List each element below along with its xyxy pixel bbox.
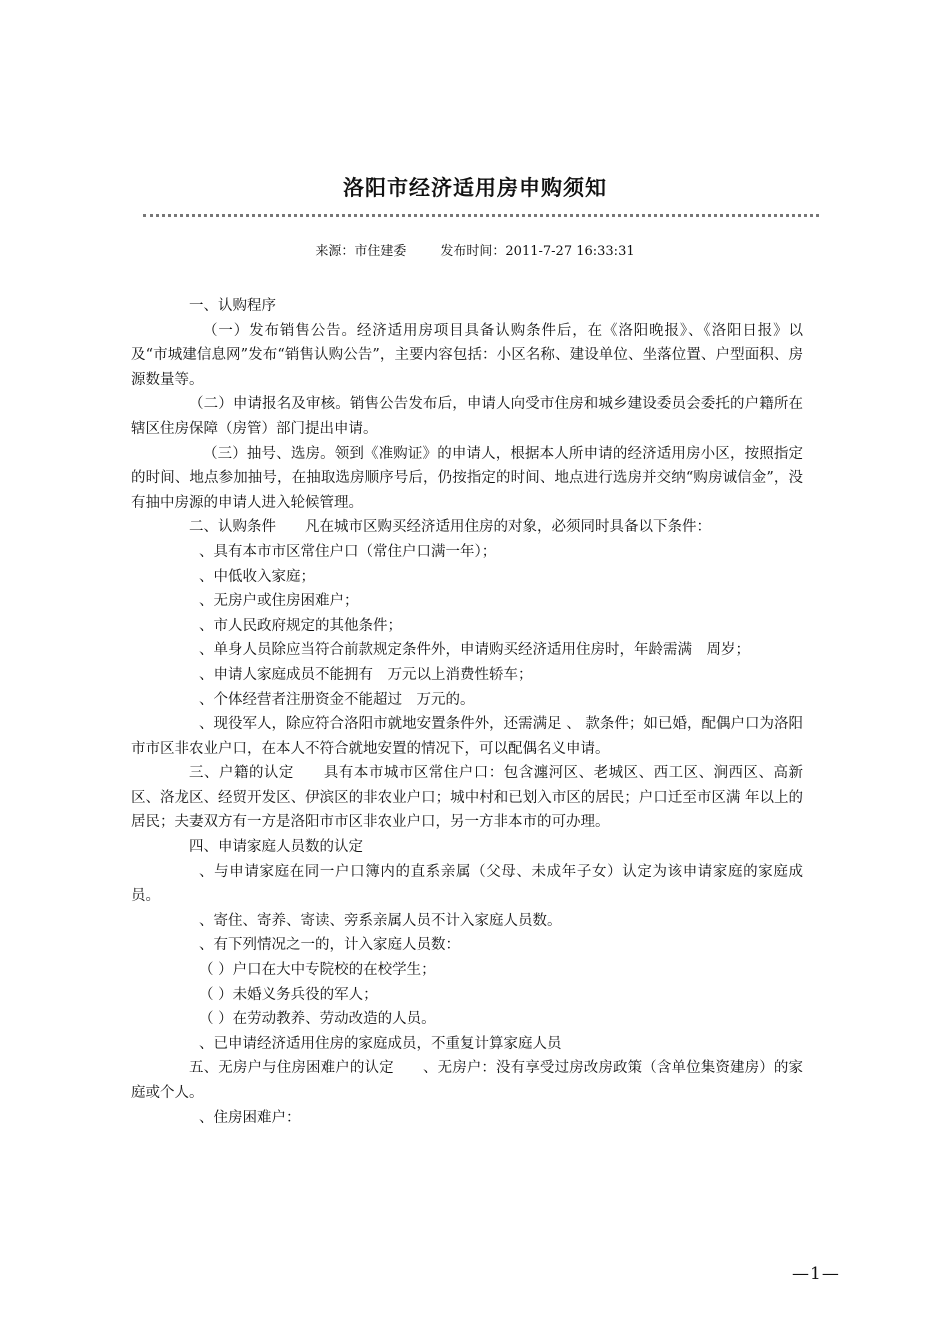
page-number: —1— [792, 1264, 840, 1284]
list-item: 、具有本市市区常住户口（常住户口满一年）； [199, 543, 497, 560]
section-heading: 一、认购程序 [189, 298, 276, 314]
paragraph: （二）申请报名及审核。销售公告发布后，申请人向受市住房和城乡建设委员会委托的户籍所在辖区住房保障（房管）部门提出申请。 [131, 396, 803, 437]
list-item: 、住房困难户： [199, 1109, 301, 1126]
list-item: 、个体经营者注册资金不能超过 万元的。 [199, 691, 475, 708]
list-item: 、寄住、寄养、寄读、旁系亲属人员不计入家庭人员数。 [199, 912, 562, 929]
section-heading: 二、认购条件 凡在城市区购买经济适用住房的对象，必须同时具备以下条件： [189, 519, 711, 536]
paragraph: （一）发布销售公告。经济适用房项目具备认购条件后，在《洛阳晚报》、《洛阳日报》以及“市城建信息网”发布“销售认购公告”，主要内容包括：小区名称、建设单位、坐落位置、户型面积、房源数量等。 [131, 322, 803, 388]
list-item: 、有下列情况之一的，计入家庭人员数： [199, 937, 460, 954]
list-item: （ ）未婚义务兵役的军人； [199, 986, 378, 1003]
publish-time: 发布时间：2011-7-27 16:33:31 [440, 244, 635, 259]
list-item: 、申请人家庭成员不能拥有 万元以上消费性轿车； [199, 666, 533, 683]
document-title: 洛阳市经济适用房申购须知 [343, 176, 607, 200]
paragraph: （三）抽号、选房。领到《准购证》的申请人，根据本人所申请的经济适用房小区，按照指定的时间、地点参加抽号，在抽取选房顺序号后，仍按指定的时间、地点进行选房并交纳“购房诚信金”，没有抽中房源的申请人进入轮候管理。 [131, 445, 803, 511]
list-item: 、已申请经济适用住房的家庭成员，不重复计算家庭人员 [199, 1035, 562, 1052]
list-item: 、市人民政府规定的其他条件； [199, 617, 402, 634]
title-divider [143, 214, 819, 217]
section-heading: 五、无房户与住房困难户的认定 、无房户：没有享受过房改房政策（含单位集资建房）的家庭或个人。 [131, 1060, 803, 1101]
list-item: （ ）户口在大中专院校的在校学生； [199, 962, 436, 979]
list-item: 、单身人员除应当符合前款规定条件外，申请购买经济适用住房时，年龄需满 周岁； [199, 642, 750, 659]
list-item: 、无房户或住房困难户； [199, 593, 359, 610]
list-item: 、中低收入家庭； [199, 568, 315, 585]
list-item: 、现役军人，除应符合洛阳市就地安置条件外，还需满足 、 款条件；如已婚，配偶户口为洛阳市市区非农业户口，在本人不符合就地安置的情况下，可以配偶名义申请。 [131, 716, 803, 757]
list-item: （ ）在劳动教养、劳动改造的人员。 [199, 1011, 436, 1028]
document-meta [0, 240, 950, 259]
source-label: 来源：市住建委 [315, 244, 407, 259]
section-heading: 四、申请家庭人员数的认定 [189, 839, 363, 856]
document-body [131, 294, 803, 1130]
section-heading: 三、户籍的认定 具有本市城市区常住户口：包含瀍河区、老城区、西工区、涧西区、高新区、洛龙区、经贸开发区、伊滨区的非农业户口；城中村和已划入市区的居民；户口迁至市区满 年以上的居民；夫妻双方有一方是洛阳市市区非农业户口，另一方非本市的可办理。 [131, 765, 803, 831]
list-item: 、与申请家庭在同一户口簿内的直系亲属（父母、未成年子女）认定为该申请家庭的家庭成员。 [131, 863, 803, 905]
